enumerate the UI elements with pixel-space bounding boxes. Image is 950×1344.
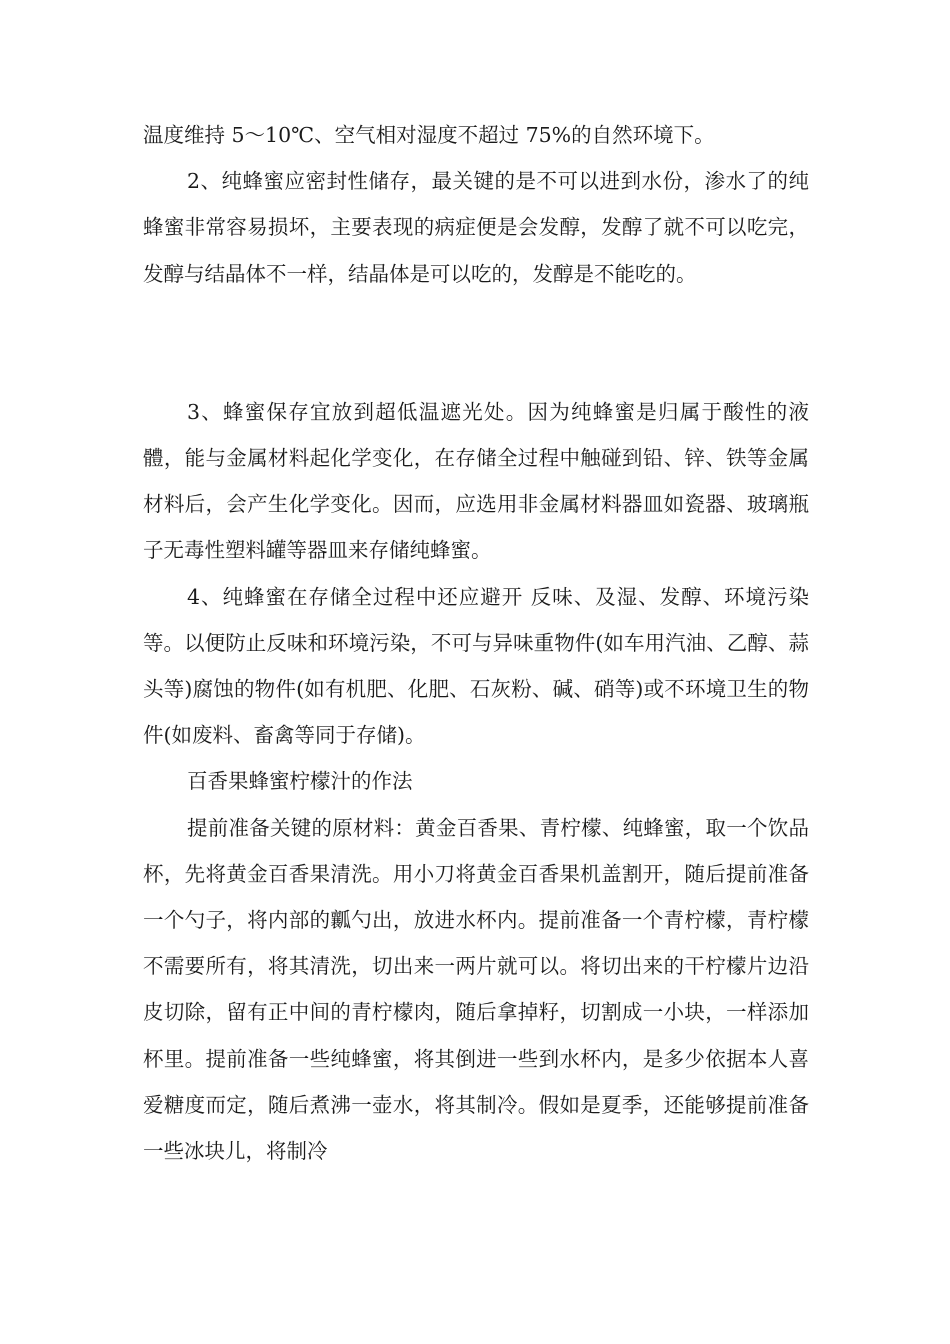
paragraph-low-temperature-storage: 3、蜂蜜保存宜放到超低温遮光处。因为纯蜂蜜是归属于酸性的液體，能与金属材料起化学变化，在存储全过程中触碰到铅、锌、铁等金属材料后，会产生化学变化。因而，应选用非金属材料器皿如瓷器、玻璃瓶子无毒性塑料罐等器皿来存储纯蜂蜜。 <box>143 399 809 563</box>
paragraph-gap <box>143 297 809 389</box>
paragraph-storage-temperature: 温度维持 5～10℃、空气相对湿度不超过 75%的自然环境下。 <box>143 123 715 147</box>
document-body <box>143 112 809 1174</box>
paragraph-recipe-steps: 提前准备关键的原材料：黄金百香果、青柠檬、纯蜂蜜，取一个饮品杯，先将黄金百香果清洗。用小刀将黄金百香果机盖割开，随后提前准备一个勺子，将内部的瓤勺出，放进水杯内。提前准备一个青柠檬，青柠檬不需要所有，将其清洗，切出来一两片就可以。将切出来的干柠檬片边沿皮切除，留有正中间的青柠檬肉，随后拿掉籽，切割成一小块，一样添加杯里。提前准备一些纯蜂蜜，将其倒进一些到水杯内，是多少依据本人喜爱糖度而定，随后煮沸一壶水，将其制冷。假如是夏季，还能够提前准备一些冰块儿，将制冷 <box>143 815 809 1164</box>
paragraph-avoid-contamination: 4、纯蜂蜜在存储全过程中还应避开 反味、及湿、发醇、环境污染等。以便防止反味和环境污染，不可与异味重物件(如车用汽油、乙醇、蒜头等)腐蚀的物件(如有机肥、化肥、石灰粉、碱、硝等)或不环境卫生的物件(如废料、畜禽等同于存储)。 <box>143 584 809 748</box>
paragraph-sealed-storage: 2、纯蜂蜜应密封性储存，最关键的是不可以进到水份，渗水了的纯蜂蜜非常容易损坏，主要表现的病症便是会发醇，发醇了就不可以吃完，发醇与结晶体不一样，结晶体是可以吃的，发醇是不能吃的。 <box>143 169 809 286</box>
section-heading-recipe: 百香果蜂蜜柠檬汁的作法 <box>187 769 413 794</box>
